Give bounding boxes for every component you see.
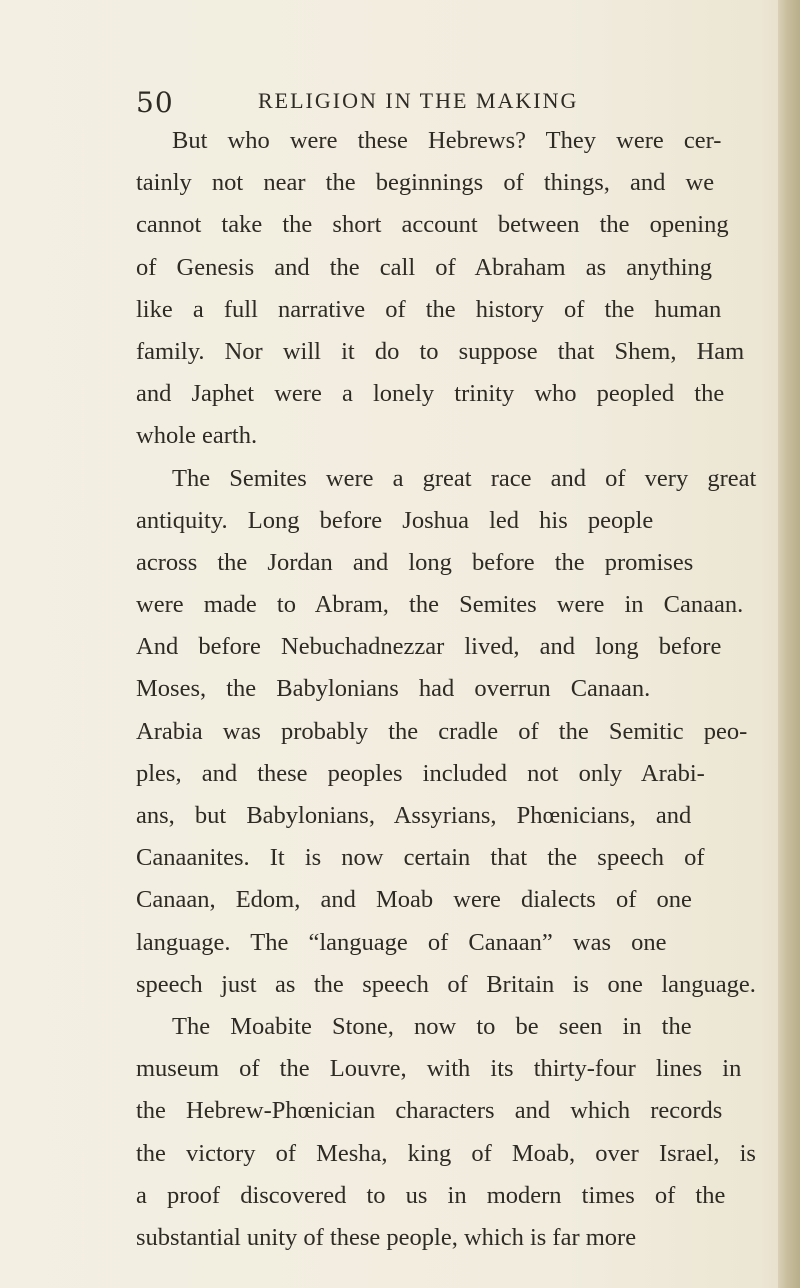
text-line: Moses, the Babylonians had overrun Canaan.	[136, 675, 651, 703]
text-line: Canaan, Edom, and Moab were dialects of one	[136, 886, 692, 914]
text-line: language. The “language of Canaan” was one	[136, 928, 667, 956]
text-line: were made to Abram, the Semites were in Canaan.	[136, 591, 744, 619]
page-edge	[778, 0, 800, 1288]
text-line: family. Nor will it do to suppose that Shem, Ham	[136, 337, 745, 365]
text-line: ans, but Babylonians, Assyrians, Phœnicians, and	[136, 802, 692, 829]
text-line: The Semites were a great race and of very great	[172, 464, 757, 492]
text-line: antiquity. Long before Joshua led his people	[136, 506, 654, 534]
page-number: 50	[136, 86, 174, 119]
text-line: speech just as the speech of Britain is one language.	[136, 970, 756, 998]
text-line: Canaanites. It is now certain that the speech of	[136, 844, 705, 872]
text-line: whole earth.	[136, 422, 258, 450]
running-head: RELIGION IN THE MAKING	[258, 88, 579, 113]
text-line: museum of the Louvre, with its thirty-four lines in	[136, 1055, 742, 1083]
text-line: across the Jordan and long before the promises	[136, 548, 694, 576]
text-line: of Genesis and the call of Abraham as anything	[136, 253, 713, 281]
text-line: But who were these Hebrews? They were cer-	[172, 127, 722, 154]
text-line: like a full narrative of the history of the human	[136, 295, 722, 323]
page-header	[0, 82, 800, 122]
text-line: Arabia was probably the cradle of the Semitic peo-	[136, 717, 748, 745]
text-line: ples, and these peoples included not only Arabi-	[136, 759, 705, 787]
text-line: the Hebrew-Phœnician characters and which records	[136, 1097, 723, 1125]
text-line: the victory of Mesha, king of Moab, over Israel, is	[136, 1139, 756, 1167]
body-text	[136, 120, 756, 1259]
text-line: and Japhet were a lonely trinity who peopled the	[136, 380, 725, 408]
text-line: cannot take the short account between the opening	[136, 211, 729, 239]
text-line: a proof discovered to us in modern times of the	[136, 1181, 726, 1209]
text-line: tainly not near the beginnings of things, and we	[136, 169, 715, 197]
text-line: The Moabite Stone, now to be seen in the	[172, 1012, 692, 1040]
text-line: And before Nebuchadnezzar lived, and long before	[136, 633, 722, 661]
text-line: substantial unity of these people, which is far more	[136, 1223, 637, 1251]
